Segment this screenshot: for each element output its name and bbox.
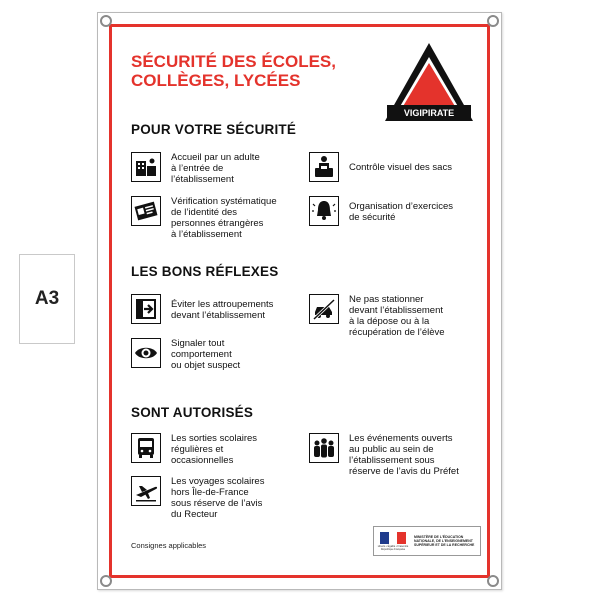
list-item-evenements	[309, 433, 489, 477]
security-sign	[97, 12, 502, 590]
item-line: Les voyages scolaires	[171, 476, 265, 487]
item-line: Accueil par un adulte	[171, 152, 260, 163]
grommet-icon	[487, 15, 499, 27]
vigipirate-label: VIGIPIRATE	[403, 108, 455, 118]
section-title-autorises: SONT AUTORISÉS	[131, 405, 254, 420]
item-line: comportement	[171, 349, 232, 360]
ministry-name-line: SUPÉRIEUR ET DE LA RECHERCHE	[414, 543, 475, 548]
item-line: l’établissement sous	[349, 455, 435, 466]
list-item-accueil	[131, 152, 301, 185]
airplane-icon	[131, 476, 161, 506]
sign-title	[131, 52, 371, 90]
item-line: de l’identité des	[171, 207, 238, 218]
grommet-icon	[100, 575, 112, 587]
alarm-bell-icon	[309, 196, 339, 226]
grommet-icon	[100, 15, 112, 27]
ministry-motto-line: Liberté • Égalité • Fraternité	[377, 544, 409, 548]
item-line: l’établissement	[171, 174, 234, 185]
item-line: au public au sein de	[349, 444, 434, 455]
item-line: sous réserve de l’avis	[171, 498, 263, 509]
item-line: occasionnelles	[171, 455, 234, 466]
consignes-text: Consignes applicables	[131, 541, 207, 550]
list-item-signaler	[131, 338, 306, 371]
item-line: Les événements ouverts	[349, 433, 453, 444]
item-line: récupération de l’élève	[349, 327, 445, 338]
item-line: Éviter les attroupements	[171, 299, 274, 310]
section-title-reflexes: LES BONS RÉFLEXES	[131, 264, 279, 279]
item-line: Signaler tout	[171, 338, 225, 349]
item-line: Ne pas stationner	[349, 294, 424, 305]
list-item-sorties	[131, 433, 306, 466]
size-tag	[19, 254, 75, 344]
item-line: à la dépose ou à la	[349, 316, 430, 327]
ministry-name-line: NATIONALE, DE L’ENSEIGNEMENT	[414, 538, 473, 543]
bag-search-icon	[309, 152, 339, 182]
bus-icon	[131, 433, 161, 463]
list-item-attroupements	[131, 294, 306, 324]
republique-francaise-logo	[376, 529, 410, 553]
item-line: devant l’établissement	[349, 305, 443, 316]
vigipirate-logo	[383, 41, 475, 125]
ministry-motto-line: République Française	[380, 547, 406, 551]
item-line: devant l’établissement	[171, 310, 265, 321]
item-line: de sécurité	[349, 212, 396, 223]
section-title-securite: POUR VOTRE SÉCURITÉ	[131, 122, 297, 137]
list-item-controle-sacs	[309, 152, 479, 182]
item-line: Vérification systématique	[171, 196, 277, 207]
item-line: hors Île-de-France	[171, 487, 249, 498]
exit-arrow-icon	[131, 294, 161, 324]
flag-icon	[380, 532, 406, 544]
item-line: à l’entrée de	[171, 163, 224, 174]
item-line: du Recteur	[171, 509, 218, 520]
item-line: Les sorties scolaires	[171, 433, 258, 444]
grommet-icon	[487, 575, 499, 587]
item-line: ou objet suspect	[171, 360, 241, 371]
list-item-stationnement	[309, 294, 484, 338]
eye-icon	[131, 338, 161, 368]
sign-title-line-2: COLLÈGES, LYCÉES	[131, 71, 301, 90]
list-item-verification-identite	[131, 196, 306, 240]
item-line: Organisation d’exercices	[349, 201, 454, 212]
item-line: Contrôle visuel des sacs	[349, 162, 452, 173]
item-line: à l’établissement	[171, 229, 242, 240]
building-person-icon	[131, 152, 161, 182]
size-label: A3	[34, 288, 60, 309]
item-line: réserve de l’avis du Préfet	[349, 466, 459, 477]
no-parking-car-icon	[309, 294, 339, 324]
list-item-exercices	[309, 196, 479, 226]
id-card-icon	[131, 196, 161, 226]
list-item-voyages	[131, 476, 306, 520]
ministry-name-line: MINISTÈRE DE L’ÉDUCATION	[414, 534, 464, 539]
crowd-icon	[309, 433, 339, 463]
item-line: régulières et	[171, 444, 224, 455]
ministry-block	[373, 526, 481, 556]
sign-title-line-1: SÉCURITÉ DES ÉCOLES,	[131, 52, 336, 71]
item-line: personnes étrangères	[171, 218, 264, 229]
